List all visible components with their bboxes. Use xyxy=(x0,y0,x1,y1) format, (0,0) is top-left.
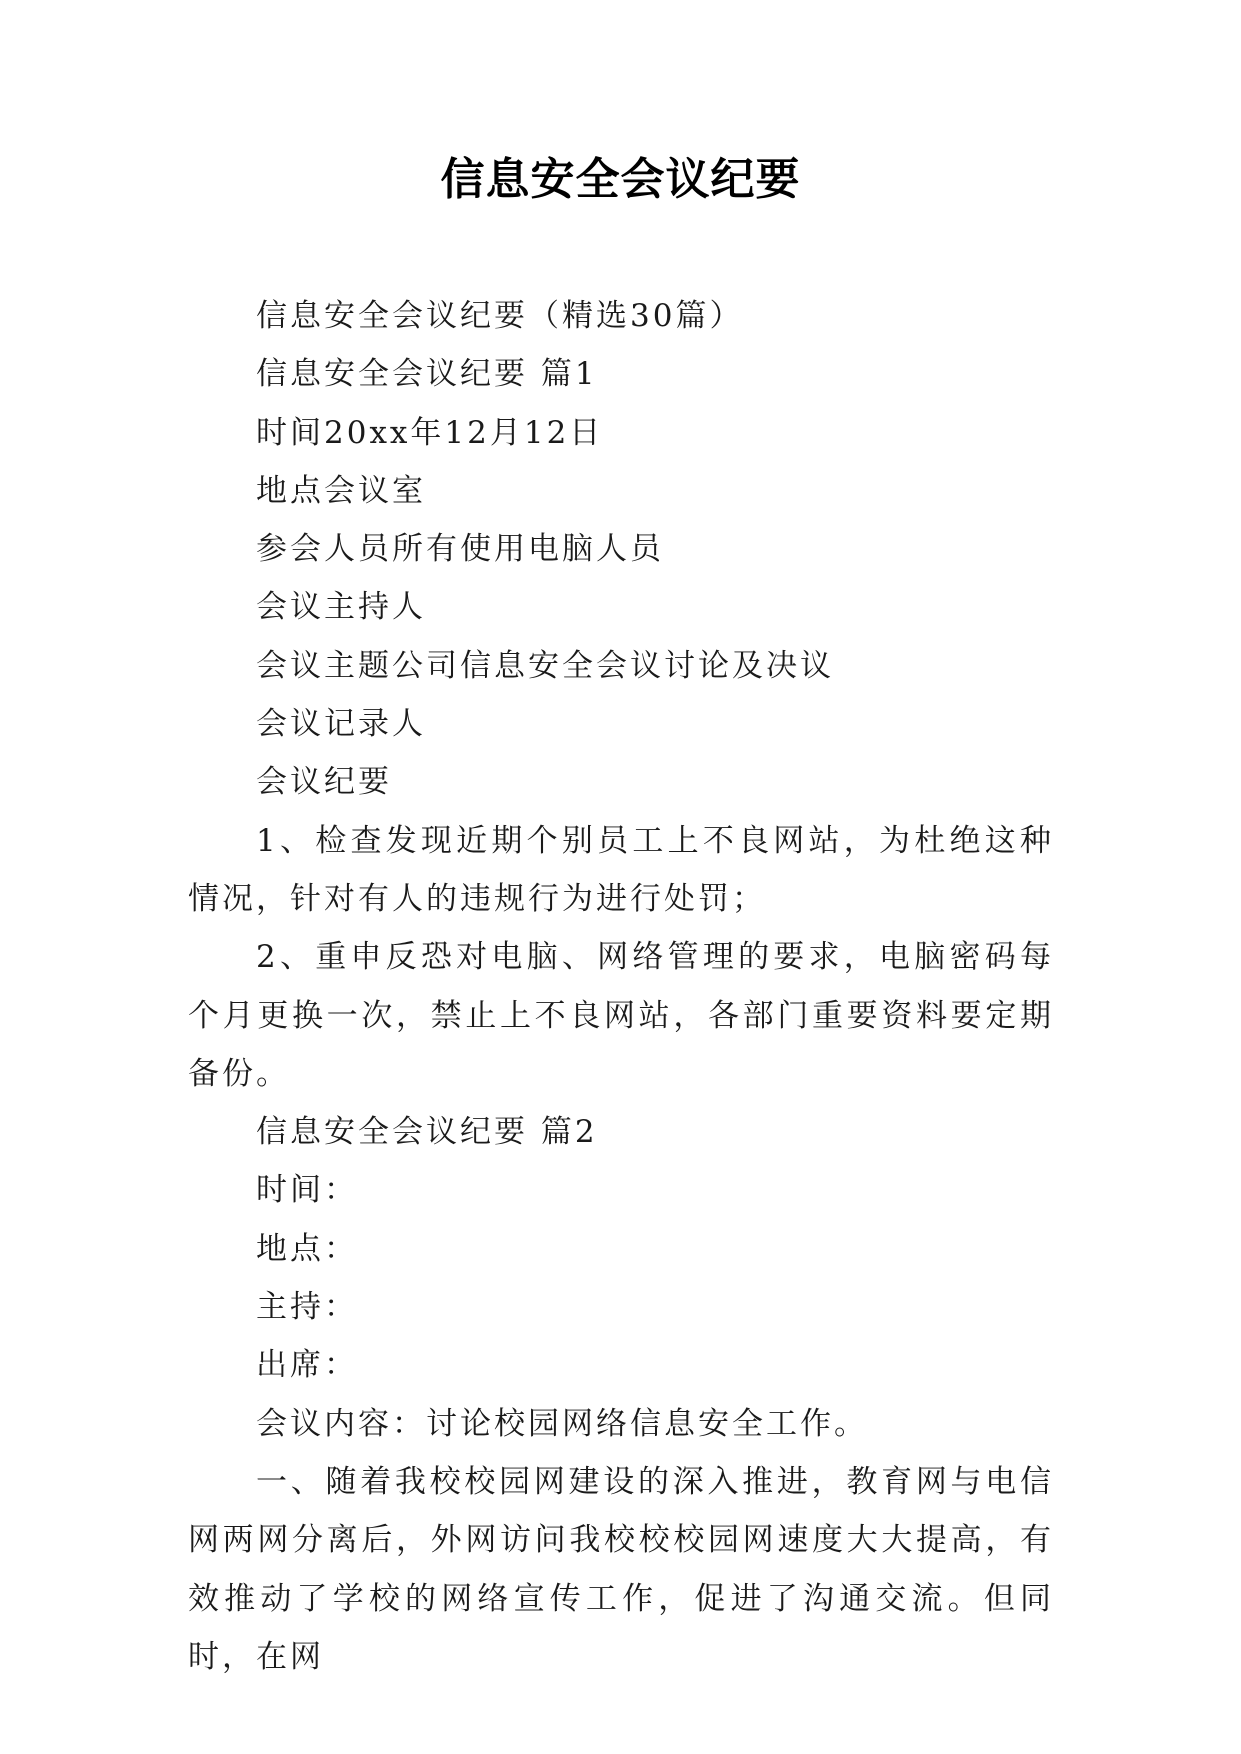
part1-topic: 会议主题公司信息安全会议讨论及决议 xyxy=(256,647,834,684)
subtitle: 信息安全会议纪要（精选30篇） xyxy=(256,298,744,334)
part1-place: 地点会议室 xyxy=(256,472,426,509)
part1-attendees: 参会人员所有使用电脑人员 xyxy=(256,531,664,568)
part2-time: 时间： xyxy=(256,1172,358,1209)
part1-host: 会议主持人 xyxy=(256,589,426,626)
part1-item-1: 1、检查发现近期个别员工上不良网站，为杜绝这种情况，针对有人的违规行为进行处罚； xyxy=(188,822,1054,917)
part1-recorder: 会议记录人 xyxy=(256,706,426,743)
part2-content: 会议内容：讨论校园网络信息安全工作。 xyxy=(256,1405,868,1442)
part2-attendance: 出席： xyxy=(256,1347,358,1384)
document-title: 信息安全会议纪要 xyxy=(440,154,801,205)
document-body xyxy=(188,287,1054,1686)
part2-place: 地点： xyxy=(256,1230,358,1267)
part2-paragraph-1: 一、随着我校校园网建设的深入推进，教育网与电信网两网分离后，外网访问我校校校园网速度大大提高，有效推动了学校的网络宣传工作，促进了沟通交流。但同时，在网 xyxy=(188,1463,1054,1675)
part1-heading: 信息安全会议纪要 篇1 xyxy=(256,356,598,393)
part1-minutes-label: 会议纪要 xyxy=(256,764,392,801)
part2-heading: 信息安全会议纪要 篇2 xyxy=(256,1114,598,1151)
part1-item-2: 2、重申反恐对电脑、网络管理的要求，电脑密码每个月更换一次，禁止上不良网站，各部门重要资料要定期备份。 xyxy=(188,939,1054,1092)
part2-host: 主持： xyxy=(256,1289,358,1326)
part1-time: 时间20xx年12月12日 xyxy=(256,414,604,451)
